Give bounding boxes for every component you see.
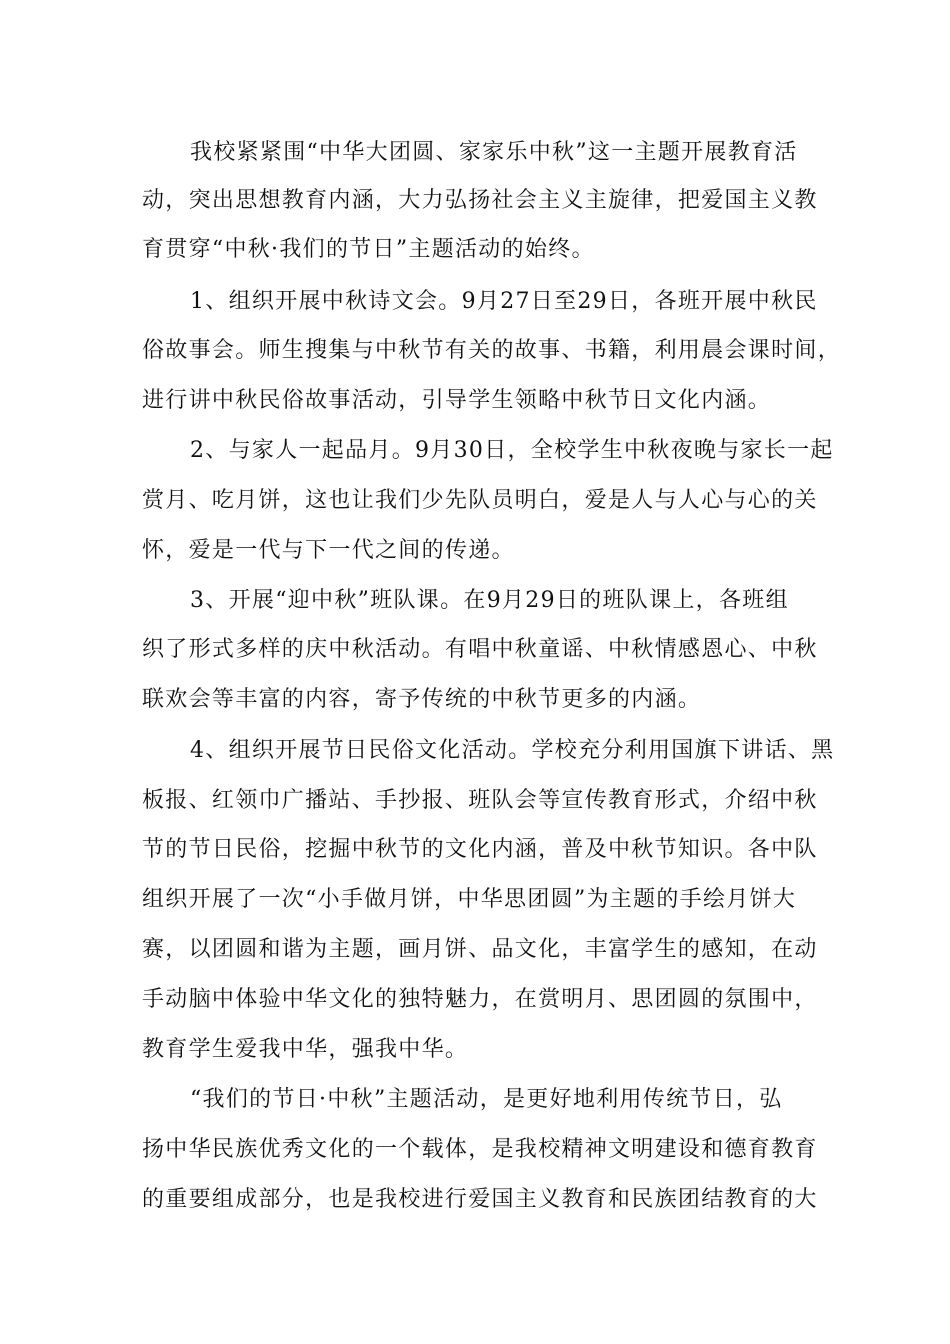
text-line: 联欢会等丰富的内容，寄予传统的中秋节更多的内涵。: [142, 687, 702, 712]
text-line: 组织开展了一次“小手做月饼，中华思团圆”为主题的手绘月饼大: [142, 887, 797, 912]
text-line: 我校紧紧围“中华大团圆、家家乐中秋”这一主题开展教育活: [190, 140, 798, 165]
text-line: 育贯穿“中秋·我们的节日”主题活动的始终。: [142, 237, 595, 262]
text-line: 4、组织开展节日民俗文化活动。学校充分利用国旗下讲话、黑: [190, 738, 835, 763]
text-line: 板报、红领巾广播站、手抄报、班队会等宣传教育形式，介绍中秋: [142, 788, 818, 813]
text-line: “我们的节日·中秋”主题活动，是更好地利用传统节日，弘: [190, 1087, 783, 1112]
text-line: 织了形式多样的庆中秋活动。有唱中秋童谣、中秋情感恩心、中秋: [142, 637, 818, 662]
text-line: 赏月、吃月饼，这也让我们少先队员明白，爱是人与人心与心的关: [142, 488, 818, 513]
text-line: 俗故事会。师生搜集与中秋节有关的故事、书籍，利用晨会课时间，: [142, 338, 842, 363]
text-line: 的重要组成部分，也是我校进行爱国主义教育和民族团结教育的大: [142, 1187, 818, 1212]
text-line: 2、与家人一起品月。9月30日，全校学生中秋夜晚与家长一起: [190, 438, 834, 463]
text-line: 动，突出思想教育内涵，大力弘扬社会主义主旋律，把爱国主义教: [142, 188, 818, 213]
text-line: 手动脑中体验中华文化的独特魅力，在赏明月、思团圆的氛围中，: [142, 987, 818, 1012]
text-line: 1、组织开展中秋诗文会。9月27日至29日，各班开展中秋民: [190, 289, 818, 314]
text-line: 教育学生爱我中华，强我中华。: [142, 1037, 469, 1062]
text-line: 怀，爱是一代与下一代之间的传递。: [142, 538, 515, 563]
text-line: 扬中华民族优秀文化的一个载体，是我校精神文明建设和德育教育: [142, 1137, 818, 1162]
text-line: 进行讲中秋民俗故事活动，引导学生领略中秋节日文化内涵。: [142, 388, 772, 413]
text-line: 3、开展“迎中秋”班队课。在9月29日的班队课上，各班组: [190, 588, 789, 613]
text-line: 节的节日民俗，挖掘中秋节的文化内涵，普及中秋节知识。各中队: [142, 837, 818, 862]
text-line: 赛，以团圆和谐为主题，画月饼、品文化，丰富学生的感知，在动: [142, 937, 818, 962]
